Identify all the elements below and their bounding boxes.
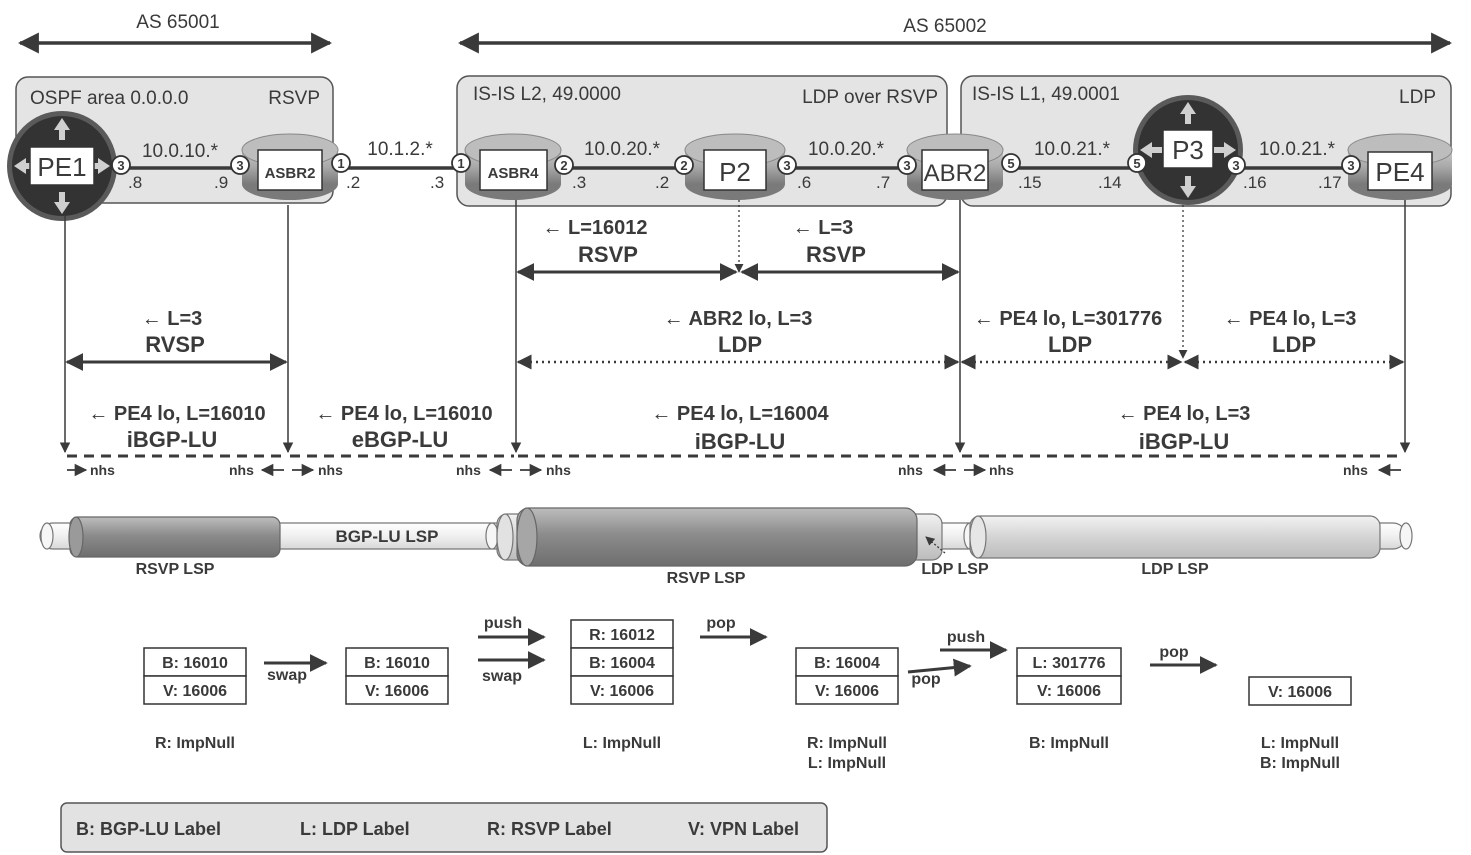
svg-text:LDP: LDP [1272, 332, 1316, 357]
interface-asbr2-left [231, 156, 249, 174]
interface-p2-left [675, 156, 693, 174]
router-p3[interactable] [1133, 95, 1243, 205]
label-stack-1 [144, 648, 246, 704]
svg-text:L: ImpNull: L: ImpNull [582, 735, 662, 752]
svg-text:10.1.2.*: 10.1.2.* [367, 139, 433, 160]
svg-text:R: ImpNull: R: ImpNull [807, 735, 887, 752]
label-stack-4 [796, 648, 898, 704]
svg-text:1: 1 [457, 156, 465, 171]
domain-isis-l1-protocol: LDP [1399, 87, 1436, 108]
svg-text:iBGP-LU: iBGP-LU [694, 429, 786, 454]
svg-text:.14: .14 [1098, 173, 1122, 192]
legend [61, 803, 827, 852]
svg-text:B: 16010: B: 16010 [162, 655, 228, 672]
svg-text:.8: .8 [128, 173, 143, 192]
svg-text:← PE4 lo, L=3: ← PE4 lo, L=3 [1223, 308, 1357, 330]
domain-isis-l2-name: IS-IS L2, 49.0000 [473, 84, 621, 105]
segment-ebgp-asbr2-asbr4 [290, 403, 514, 456]
segment-ldp-p3-pe4 [1185, 308, 1403, 362]
label-stack-6 [1249, 677, 1351, 705]
svg-text:.2: .2 [655, 173, 670, 192]
interface-asbr4-right [555, 156, 573, 174]
legend-vpn: V: VPN Label [688, 819, 800, 839]
legend-ldp: L: LDP Label [300, 819, 410, 839]
svg-text:.9: .9 [214, 173, 229, 192]
svg-text:swap: swap [481, 668, 523, 685]
svg-text:swap: swap [266, 667, 308, 684]
svg-text:nhs: nhs [898, 462, 923, 478]
interface-abr2-left [898, 156, 916, 174]
svg-text:.15: .15 [1018, 173, 1042, 192]
svg-text:V: 16006: V: 16006 [364, 683, 430, 700]
svg-text:V: 16006: V: 16006 [1267, 684, 1333, 701]
label-stack-3 [571, 620, 673, 704]
svg-text:RVSP: RVSP [145, 332, 205, 357]
router-p2[interactable] [685, 134, 785, 200]
router-abr2[interactable] [907, 134, 1003, 200]
router-asbr4-label: ASBR4 [487, 165, 539, 182]
router-p3-label: P3 [1172, 135, 1204, 165]
svg-text:.3: .3 [430, 173, 445, 192]
svg-text:V: 16006: V: 16006 [1036, 683, 1102, 700]
svg-text:L: ImpNull: L: ImpNull [1260, 735, 1340, 752]
svg-text:V: 16006: V: 16006 [814, 683, 880, 700]
svg-text:nhs: nhs [456, 462, 481, 478]
svg-text:3: 3 [236, 158, 244, 173]
svg-text:← PE4 lo, L=16010: ← PE4 lo, L=16010 [315, 403, 493, 425]
svg-text:3: 3 [1347, 158, 1355, 173]
router-pe1-label: PE1 [37, 152, 87, 182]
svg-text:← PE4 lo, L=16010: ← PE4 lo, L=16010 [88, 403, 266, 425]
svg-text:10.0.20.*: 10.0.20.* [583, 139, 661, 160]
svg-text:iBGP-LU: iBGP-LU [1138, 429, 1230, 454]
as-65002-label: AS 65002 [903, 16, 987, 37]
domain-ospf-name: OSPF area 0.0.0.0 [30, 88, 189, 109]
svg-text:push: push [483, 615, 523, 632]
segment-ldp-asbr4-abr2 [518, 308, 958, 362]
svg-text:.2: .2 [346, 173, 361, 192]
svg-text:10.0.10.*: 10.0.10.* [141, 141, 219, 162]
interface-asbr4-left [452, 154, 470, 172]
svg-text:pop: pop [706, 615, 736, 632]
svg-text:push: push [946, 629, 986, 646]
svg-text:3: 3 [903, 158, 911, 173]
svg-text:B: ImpNull: B: ImpNull [1029, 735, 1109, 752]
svg-text:eBGP-LU: eBGP-LU [351, 427, 449, 452]
impnull-notes [155, 735, 1340, 772]
svg-text:10.0.21.*: 10.0.21.* [1258, 139, 1336, 160]
svg-text:5: 5 [1007, 156, 1015, 171]
svg-text:3: 3 [117, 158, 125, 173]
domain-isis-l1-name: IS-IS L1, 49.0001 [972, 84, 1120, 105]
svg-text:1: 1 [337, 156, 345, 171]
svg-text:V: 16006: V: 16006 [162, 683, 228, 700]
svg-text:nhs: nhs [546, 462, 571, 478]
ldp-lsp-right-tube [970, 516, 1380, 558]
interface-pe4 [1342, 156, 1360, 174]
segment-rsvp-asbr4-p2 [518, 217, 736, 272]
tunnel-rsvp-left-label: RSVP LSP [135, 561, 215, 578]
svg-text:B: ImpNull: B: ImpNull [1260, 755, 1340, 772]
svg-text:pop: pop [1159, 644, 1189, 661]
segment-rvsp-pe1-asbr2 [67, 308, 286, 362]
domain-ospf-protocol: RSVP [268, 88, 320, 109]
svg-text:← PE4 lo, L=301776: ← PE4 lo, L=301776 [973, 308, 1163, 330]
segment-rsvp-p2-abr2 [742, 217, 958, 272]
svg-text:pop: pop [911, 671, 941, 688]
interface-p2-right [778, 156, 796, 174]
svg-text:2: 2 [560, 158, 568, 173]
interface-asbr2-right [332, 154, 350, 172]
rsvp-lsp-left-tube [70, 517, 280, 557]
svg-text:2: 2 [680, 158, 688, 173]
svg-text:← L=3: ← L=3 [792, 217, 854, 239]
svg-text:B: 16004: B: 16004 [589, 655, 655, 672]
router-pe4[interactable] [1348, 134, 1452, 200]
label-stack-2 [346, 648, 448, 704]
svg-text:LDP: LDP [718, 332, 762, 357]
svg-text:10.0.20.*: 10.0.20.* [807, 139, 885, 160]
svg-text:3: 3 [783, 158, 791, 173]
router-abr2-label: ABR2 [923, 160, 987, 187]
svg-text:V: 16006: V: 16006 [589, 683, 655, 700]
interface-pe1 [112, 156, 130, 174]
legend-bgp-lu: B: BGP-LU Label [76, 819, 222, 839]
label-stack-5 [1017, 648, 1121, 704]
svg-text:B: 16004: B: 16004 [814, 655, 880, 672]
router-p2-label: P2 [719, 157, 751, 187]
svg-text:R: 16012: R: 16012 [589, 627, 655, 644]
rsvp-lsp-middle-tube [517, 508, 917, 566]
svg-text:.17: .17 [1318, 173, 1342, 192]
svg-text:5: 5 [1133, 156, 1141, 171]
router-asbr2-label: ASBR2 [264, 165, 316, 182]
svg-text:.3: .3 [572, 173, 587, 192]
svg-text:← L=16012: ← L=16012 [542, 217, 648, 239]
svg-text:10.0.21.*: 10.0.21.* [1033, 139, 1111, 160]
tunnel-rsvp-middle-label: RSVP LSP [666, 570, 746, 587]
svg-text:iBGP-LU: iBGP-LU [126, 427, 218, 452]
router-asbr2[interactable] [242, 134, 338, 200]
svg-text:nhs: nhs [229, 462, 254, 478]
tunnel-ldp-small-label: LDP LSP [921, 561, 989, 578]
svg-text:RSVP: RSVP [578, 242, 638, 267]
tunnel-bgp-lu-label: BGP-LU LSP [335, 527, 439, 546]
svg-text:.6: .6 [797, 173, 812, 192]
svg-text:nhs: nhs [318, 462, 343, 478]
router-asbr4[interactable] [465, 134, 561, 200]
svg-text:.7: .7 [876, 173, 891, 192]
svg-text:nhs: nhs [1343, 462, 1368, 478]
svg-text:LDP: LDP [1048, 332, 1092, 357]
svg-text:← ABR2 lo, L=3: ← ABR2 lo, L=3 [663, 308, 813, 330]
svg-text:RSVP: RSVP [806, 242, 866, 267]
interface-p3-right [1227, 156, 1245, 174]
svg-text:L: ImpNull: L: ImpNull [807, 755, 887, 772]
svg-text:← PE4 lo, L=3: ← PE4 lo, L=3 [1117, 403, 1251, 425]
svg-text:B: 16010: B: 16010 [364, 655, 430, 672]
router-pe1[interactable] [7, 111, 117, 221]
segment-ibgp-abr2-pe4 [962, 403, 1403, 456]
domain-isis-l2-protocol: LDP over RSVP [802, 87, 938, 108]
tunnel-ldp-right-label: LDP LSP [1141, 561, 1209, 578]
segment-ldp-abr2-p3 [962, 308, 1181, 362]
svg-text:nhs: nhs [90, 462, 115, 478]
interface-p3-left [1128, 154, 1146, 172]
svg-text:← PE4 lo, L=16004: ← PE4 lo, L=16004 [651, 403, 829, 425]
segment-ibgp-pe1-asbr2 [67, 403, 286, 456]
interface-abr2-right [1002, 154, 1020, 172]
segment-ibgp-asbr4-abr2 [518, 403, 958, 456]
svg-text:.16: .16 [1243, 173, 1267, 192]
svg-text:nhs: nhs [989, 462, 1014, 478]
legend-rsvp: R: RSVP Label [487, 819, 612, 839]
svg-text:R: ImpNull: R: ImpNull [155, 735, 235, 752]
svg-text:← L=3: ← L=3 [141, 308, 203, 330]
svg-text:3: 3 [1232, 158, 1240, 173]
as-65001-label: AS 65001 [136, 12, 220, 33]
svg-text:L: 301776: L: 301776 [1032, 655, 1106, 672]
lsp-tunnels [40, 508, 1412, 566]
router-pe4-label: PE4 [1375, 157, 1425, 187]
